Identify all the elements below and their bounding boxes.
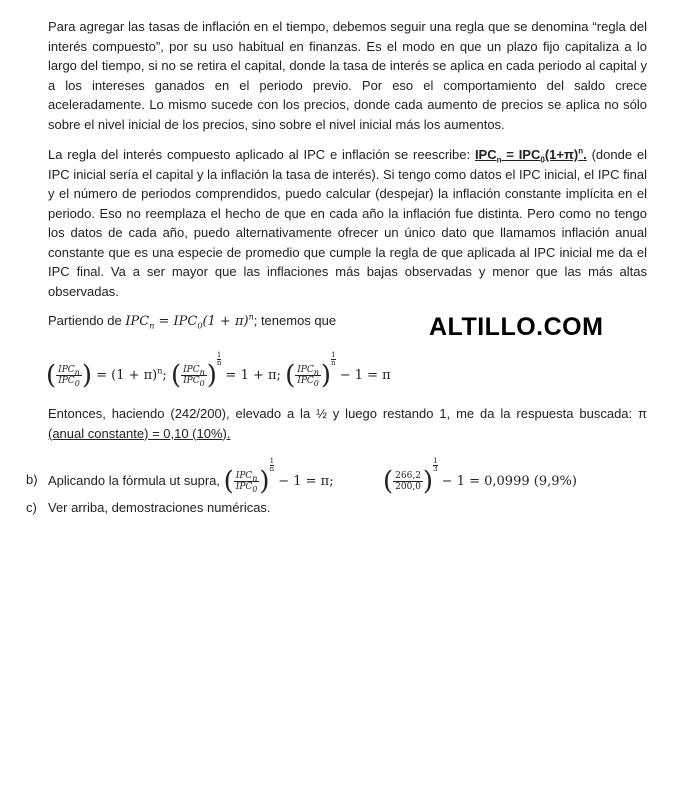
ipc-ratio-fraction: $\frac{IPC_n}{IPC_0}$ xyxy=(58,365,80,388)
altillo-watermark: ALTILLO.COM xyxy=(429,313,604,341)
item-c-label: c) xyxy=(26,500,37,515)
derivation-equation: ( $\frac{IPC_n}{IPC_0}$ ) = $(1 + \pi)^n$; ( $\frac{IPC_n}{IPC_0}$ ) $\frac{1}{n}$ = 1 + π; ( $\frac{IPC_n}{IPC_0}$ ) $\frac{1}{n}$ − 1 = π xyxy=(46,351,391,391)
item-b-label: b) xyxy=(26,472,38,487)
ipc-equation: $IPC_n = IPC_0(1 + \pi)^n$ xyxy=(125,312,254,331)
item-c-text: Ver arriba, demostraciones numéricas. xyxy=(48,500,271,515)
ipc-formula: $IPC_n = IPC_0(1+\pi)^n$. xyxy=(474,146,587,165)
paragraph-ipc-rule xyxy=(48,145,647,301)
item-b-numeric-equation: ( $\frac{266,2}{200,0}$ ) $\frac{1}{3}$ − 1 = 0,0999 (9,9%) xyxy=(383,457,577,497)
item-b-line: Aplicando la fórmula ut supra, ( $\frac{IPC_n}{IPC_0}$ ) $\frac{1}{n}$ − 1 = π; xyxy=(48,457,334,497)
answer-underlined: (anual constante) = 0,10 (10%). xyxy=(48,425,231,441)
paragraph-ipc-rule-intro: La regla del interés compuesto aplicado al IPC e inflación se reescribe: xyxy=(48,147,475,162)
paragraph-ipc-rule-body: (donde el IPC inicial sería el capital y la inflación la tasa de interés). Si tengo como datos el IPC inicial, el IPC final y el número de periodos comprendidos, puedo calcular (despejar) la inflación constante implícita en el periodo. Eso no reemplaza el hecho de que en cada año la inflación fue distinta. Pero como no tengo los datos de cada año, puedo alternativamente ofrecer un único dato que llamamos inflación anual constante que es una especie de promedio que cumple la regla de que aplicada al IPC inicial me da el IPC final. Va a ser mayor que las inflaciones más bajas observadas y menor que las más altas observadas. xyxy=(48,147,647,299)
paragraph-compound-interest: Para agregar las tasas de inflación en el tiempo, debemos seguir una regla que se denomina “regla del interés compuesto”, por su uso habitual en finanzas. Es el modo en que un plazo fijo capitaliza a lo largo del tiempo, si no se retira el capital, donde la tasa de interés se aplica en cada periodo al capital y a los intereses ganados en el periodo previo. Por eso el comportamiento del saldo crece aceleradamente. Lo mismo sucede con los precios, donde cada aumento de precios se aplica no sólo sobre el nivel inicial de los precios, sino sobre el nivel inicial más los aumentos. xyxy=(48,19,647,132)
numeric-fraction: $\frac{266,2}{200,0}$ xyxy=(395,471,421,492)
paragraph-answer: Entonces, haciendo (242/200), elevado a la ½ y luego restando 1, me da la respuesta buscada: π (anual constante) = 0,10 (10%). xyxy=(48,406,647,441)
partiendo-line: Partiendo de $IPC_n = IPC_0(1 + \pi)^n$; tenemos que xyxy=(48,312,337,331)
